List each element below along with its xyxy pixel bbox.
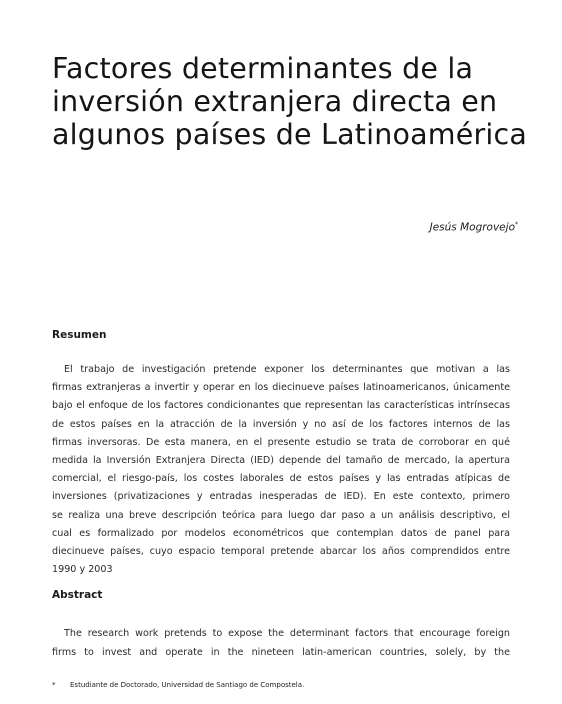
resumen-line: inversiones (privatizaciones y entradas inesperadas de IED). En este contexto, primero	[52, 491, 510, 503]
resumen-heading: Resumen	[52, 329, 107, 341]
title-line: Factores determinantes de la	[52, 52, 474, 85]
abstract-paragraph	[52, 624, 510, 662]
resumen-line: 1990 y 2003	[52, 564, 113, 576]
resumen-line: firmas inversoras. De esta manera, en el presente estudio se trata de corroborar en qué	[52, 436, 510, 448]
author-footnote-mark: *	[515, 221, 518, 228]
resumen-line: diecinueve países, cuyo espacio temporal pretende abarcar los años comprendidos entre	[52, 545, 510, 557]
article-title	[52, 52, 532, 151]
resumen-paragraph	[52, 361, 510, 579]
footnote	[52, 681, 304, 689]
resumen-line: bajo el enfoque de los factores condicionantes que representan las características intrínsecas	[52, 400, 510, 412]
author-name: Jesús Mogrovejo	[429, 221, 515, 234]
author-byline	[430, 221, 518, 234]
resumen-line: cual es formalizado por modelos econométricos que contemplan datos de panel para	[52, 527, 510, 539]
resumen-line: de estos países en la atracción de la inversión y no así de los factores internos de las	[52, 418, 510, 430]
resumen-line: se realiza una breve descripción teórica para luego dar paso a un análisis descriptivo, el	[52, 509, 510, 521]
abstract-line: firms to invest and operate in the nineteen latin-american countries, solely, by the	[52, 647, 510, 658]
resumen-line: firmas extranjeras a invertir y operar en los diecinueve países latinoamericanos, únicamente	[52, 382, 510, 394]
footnote-mark: *	[52, 681, 56, 689]
title-line: inversión extranjera directa en	[52, 85, 498, 118]
title-line: algunos países de Latinoamérica	[52, 118, 528, 151]
abstract-heading: Abstract	[52, 589, 103, 601]
resumen-line: medida la Inversión Extranjera Directa (IED) depende del tamaño de mercado, la apertura	[52, 454, 510, 466]
footnote-text: Estudiante de Doctorado, Universidad de Santiago de Compostela.	[70, 681, 305, 689]
resumen-line: El trabajo de investigación pretende exponer los determinantes que motivan a las	[64, 364, 510, 375]
resumen-line: comercial, el riesgo-país, los costes laborales de estos países y las entradas atípicas de	[52, 473, 510, 485]
abstract-line: The research work pretends to expose the determinant factors that encourage foreign	[64, 628, 510, 639]
